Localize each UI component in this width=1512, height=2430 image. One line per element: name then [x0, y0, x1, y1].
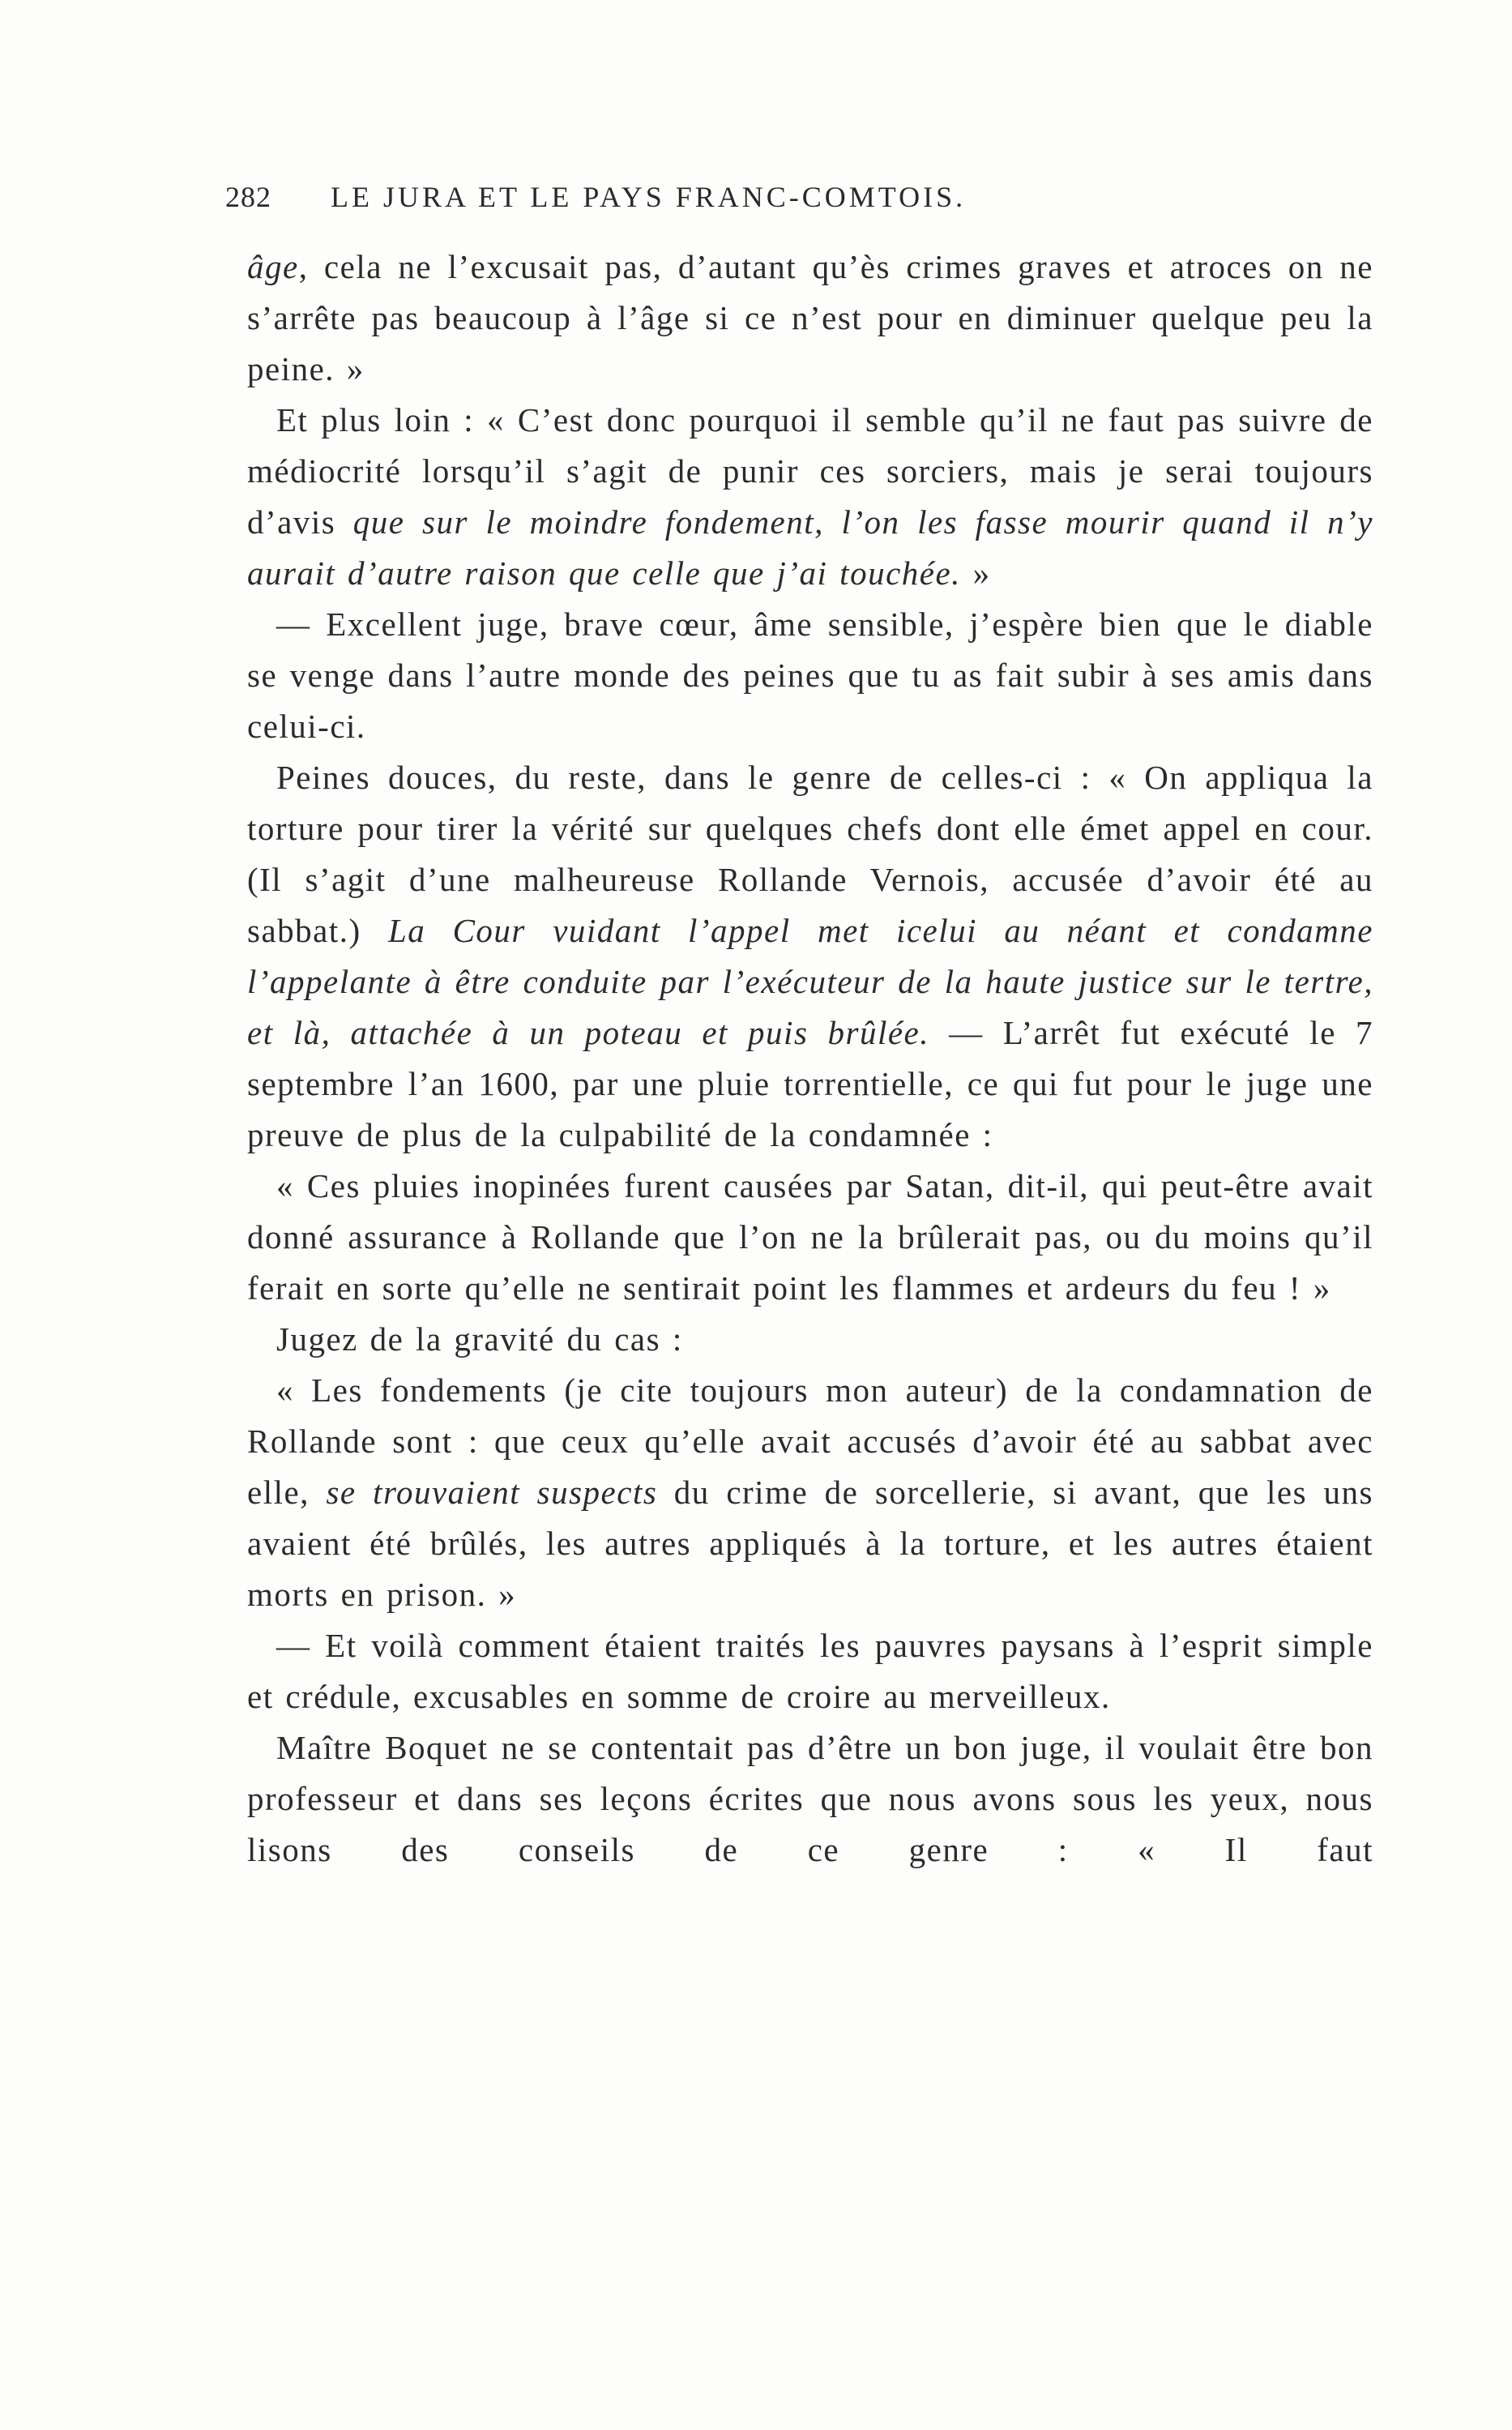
- italic-run: que sur le moindre fondement, l’on les fasse mourir quand il n’y aurait d’autre raison que celle que j’ai touchée.: [247, 503, 1373, 592]
- text-run: « Les fondements (je cite toujours mon auteur) de la condamnation de Rollande sont : que ceux qu’elle avait accusés d’avoir été au sabbat avec elle,: [247, 1371, 1373, 1511]
- running-header: [225, 180, 1168, 220]
- text-run: — L’arrêt fut exécuté le 7 septembre l’an 1600, par une pluie torrentielle, ce qui fut pour le juge une preuve de plus de la culpabilité de la condamnée :: [247, 1014, 1373, 1153]
- paragraph-3: [247, 599, 1373, 752]
- paragraph-7: [247, 1365, 1373, 1620]
- paragraph-2: [247, 395, 1373, 599]
- body-text: [247, 242, 1373, 1876]
- italic-run: La Cour vuidant l’appel met icelui au néant et condamne l’appelante à être conduite par l’exécuteur de la haute justice sur le tertre, et là, attachée à un poteau et puis brûlée.: [247, 912, 1373, 1051]
- text-run: — Et voilà comment étaient traités les pauvres paysans à l’esprit simple et crédule, excusables en somme de croire au merveilleux.: [247, 1627, 1373, 1715]
- italic-run: âge: [247, 248, 299, 285]
- paragraph-5: [247, 1161, 1373, 1314]
- text-run: « Ces pluies inopinées furent causées par Satan, dit-il, qui peut-être avait donné assurance à Rollande que l’on ne la brûlerait pas, ou du moins qu’il ferait en sorte qu’elle ne sentirait point les flammes et ardeurs du feu ! »: [247, 1167, 1373, 1307]
- text-run: Peines douces, du reste, dans le genre de celles-ci : « On appliqua la torture pour tirer la vérité sur quelques chefs dont elle émet appel en cour. (Il s’agit d’une malheureuse Rollande Vernois, accusée d’avoir été au sabbat.): [247, 759, 1373, 949]
- text-run: Jugez de la gravité du cas :: [276, 1320, 683, 1358]
- text-run: , cela ne l’excusait pas, d’autant qu’ès crimes graves et atroces on ne s’arrête pas beaucoup à l’âge si ce n’est pour en diminuer quelque peu la peine. »: [247, 248, 1373, 387]
- text-run: Et plus loin : « C’est donc pourquoi il semble qu’il ne faut pas suivre de médiocrité lorsqu’il s’agit de punir ces sorciers, mais je serai toujours d’avis: [247, 401, 1373, 541]
- paragraph-6: [247, 1314, 1373, 1365]
- text-run: »: [960, 554, 991, 592]
- running-title: LE JURA ET LE PAYS FRANC-COMTOIS.: [331, 181, 967, 213]
- paragraph-9: [247, 1722, 1373, 1876]
- paragraph-4: [247, 752, 1373, 1161]
- paragraph-8: [247, 1620, 1373, 1722]
- text-run: — Excellent juge, brave cœur, âme sensible, j’espère bien que le diable se venge dans l’autre monde des peines que tu as fait subir à ses amis dans celui-ci.: [247, 605, 1373, 745]
- text-run: Maître Boquet ne se contentait pas d’être un bon juge, il voulait être bon professeur et dans ses leçons écrites que nous avons sous les yeux, nous lisons des conseils de ce genre : « Il faut: [247, 1729, 1373, 1868]
- paragraph-1: [247, 242, 1373, 395]
- page-number: 282: [225, 181, 271, 213]
- italic-run: se trouvaient suspects: [326, 1474, 658, 1511]
- text-run: du crime de sorcellerie, si avant, que les uns avaient été brûlés, les autres appliqués à la torture, et les autres étaient morts en prison. »: [247, 1474, 1374, 1613]
